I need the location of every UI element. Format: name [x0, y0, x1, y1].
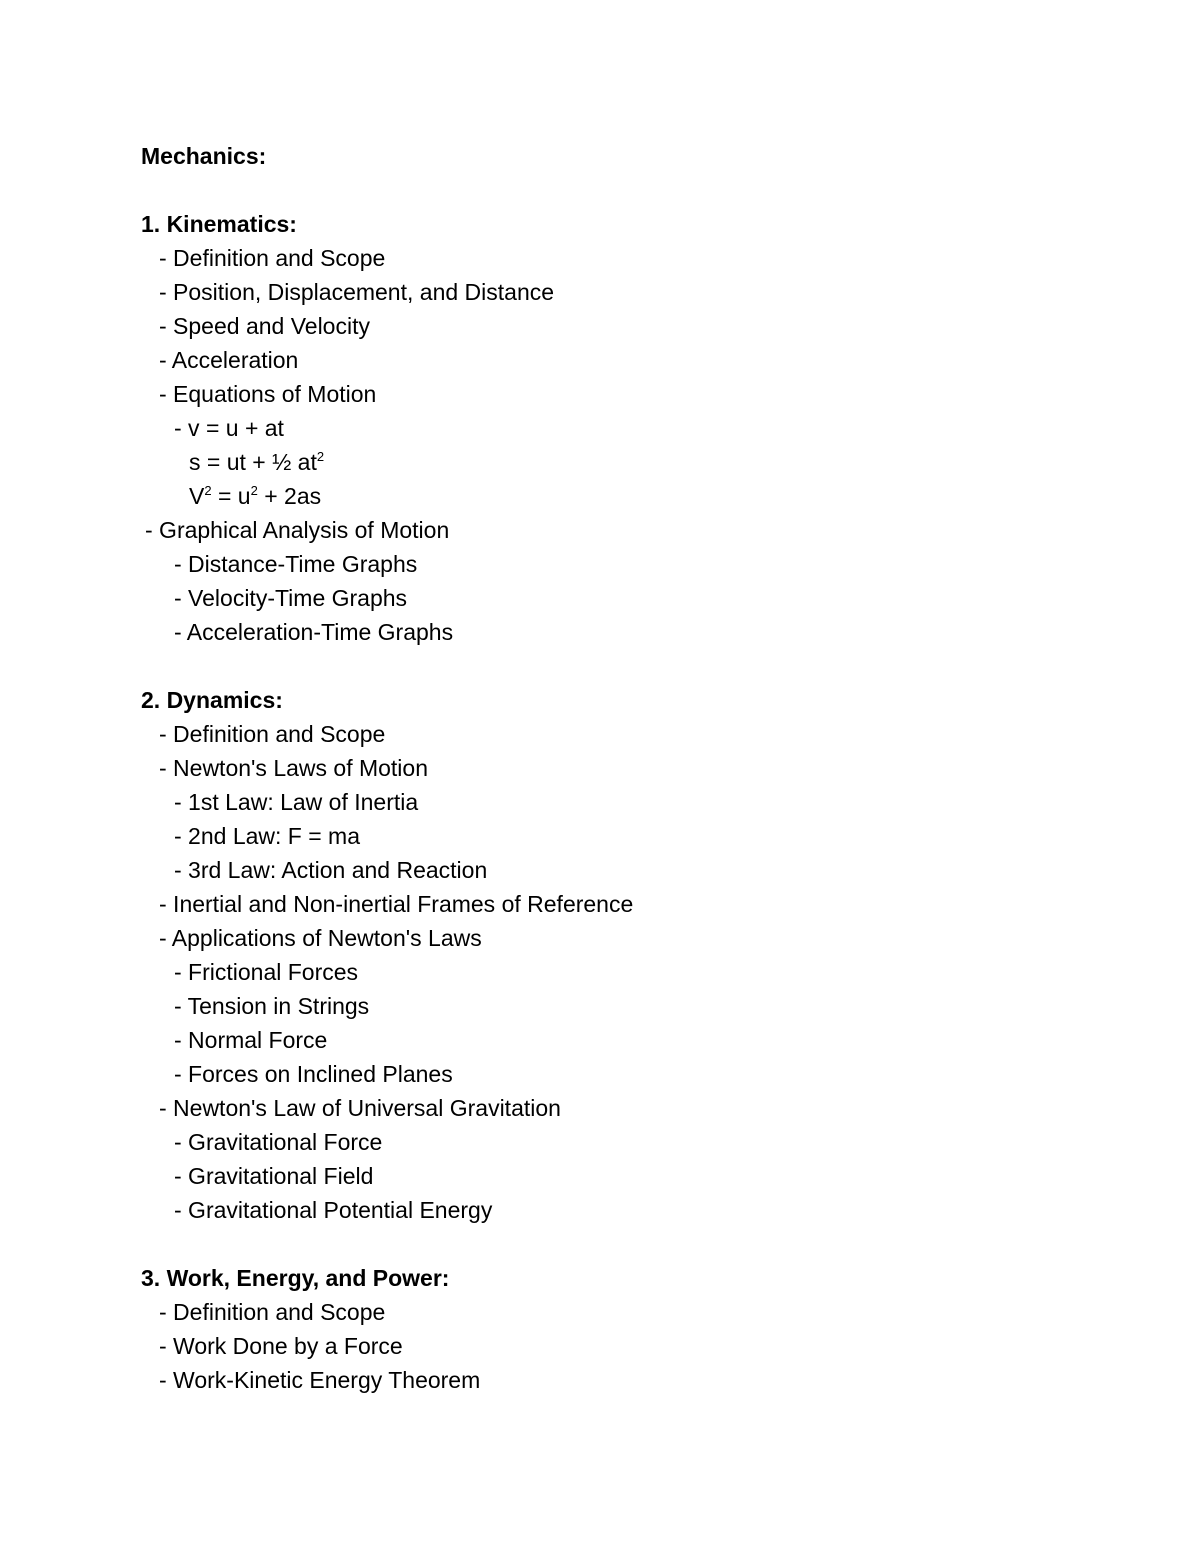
list-item: - Tension in Strings: [174, 993, 370, 1019]
section-heading-work-energy-power: 3. Work, Energy, and Power:: [141, 1265, 450, 1291]
list-item: - Normal Force: [174, 1027, 328, 1053]
list-item: - Frictional Forces: [174, 959, 359, 985]
list-item: - Position, Displacement, and Distance: [159, 279, 555, 305]
document-content: [141, 139, 1141, 1397]
equation-velocity: - v = u + at: [174, 415, 284, 441]
equation-text: s = ut + ½ at: [189, 449, 317, 475]
list-item: - Distance-Time Graphs: [174, 551, 418, 577]
list-item: - Gravitational Force: [174, 1129, 383, 1155]
spacer: [141, 649, 1141, 683]
equation-text: V: [189, 483, 205, 509]
list-item: - Forces on Inclined Planes: [174, 1061, 453, 1087]
spacer: [141, 1227, 1141, 1261]
list-item-gravitation: - Newton's Law of Universal Gravitation: [159, 1095, 561, 1121]
list-item: - Acceleration: [159, 347, 299, 373]
list-item: - 2nd Law: F = ma: [174, 823, 360, 849]
list-item-applications: - Applications of Newton's Laws: [159, 925, 482, 951]
list-item: - Speed and Velocity: [159, 313, 370, 339]
list-item: - 3rd Law: Action and Reaction: [174, 857, 488, 883]
list-item-newtons-laws: - Newton's Laws of Motion: [159, 755, 429, 781]
list-item: - Gravitational Potential Energy: [174, 1197, 493, 1223]
list-item: - Definition and Scope: [159, 245, 386, 271]
superscript: 2: [204, 483, 212, 498]
equation-displacement: [141, 445, 1141, 479]
section-heading-kinematics: 1. Kinematics:: [141, 211, 297, 237]
list-item: - 1st Law: Law of Inertia: [174, 789, 419, 815]
superscript: 2: [316, 449, 325, 464]
equation-velocity-squared: [141, 479, 1141, 513]
list-item: - Velocity-Time Graphs: [174, 585, 408, 611]
section-heading-dynamics: 2. Dynamics:: [141, 687, 283, 713]
equation-text: = u: [211, 483, 251, 509]
list-item: - Equations of Motion: [159, 381, 377, 407]
list-item-graphical-analysis: - Graphical Analysis of Motion: [145, 517, 450, 543]
list-item: - Work-Kinetic Energy Theorem: [159, 1367, 481, 1393]
superscript: 2: [250, 483, 258, 498]
list-item: - Acceleration-Time Graphs: [174, 619, 454, 645]
list-item: - Work Done by a Force: [159, 1333, 403, 1359]
list-item: - Gravitational Field: [174, 1163, 374, 1189]
document-title: Mechanics:: [141, 143, 267, 169]
list-item-frames: - Inertial and Non-inertial Frames of Reference: [159, 891, 634, 917]
list-item: - Definition and Scope: [159, 721, 386, 747]
equation-text: + 2as: [257, 483, 322, 509]
list-item: - Definition and Scope: [159, 1299, 386, 1325]
spacer: [141, 173, 1141, 207]
